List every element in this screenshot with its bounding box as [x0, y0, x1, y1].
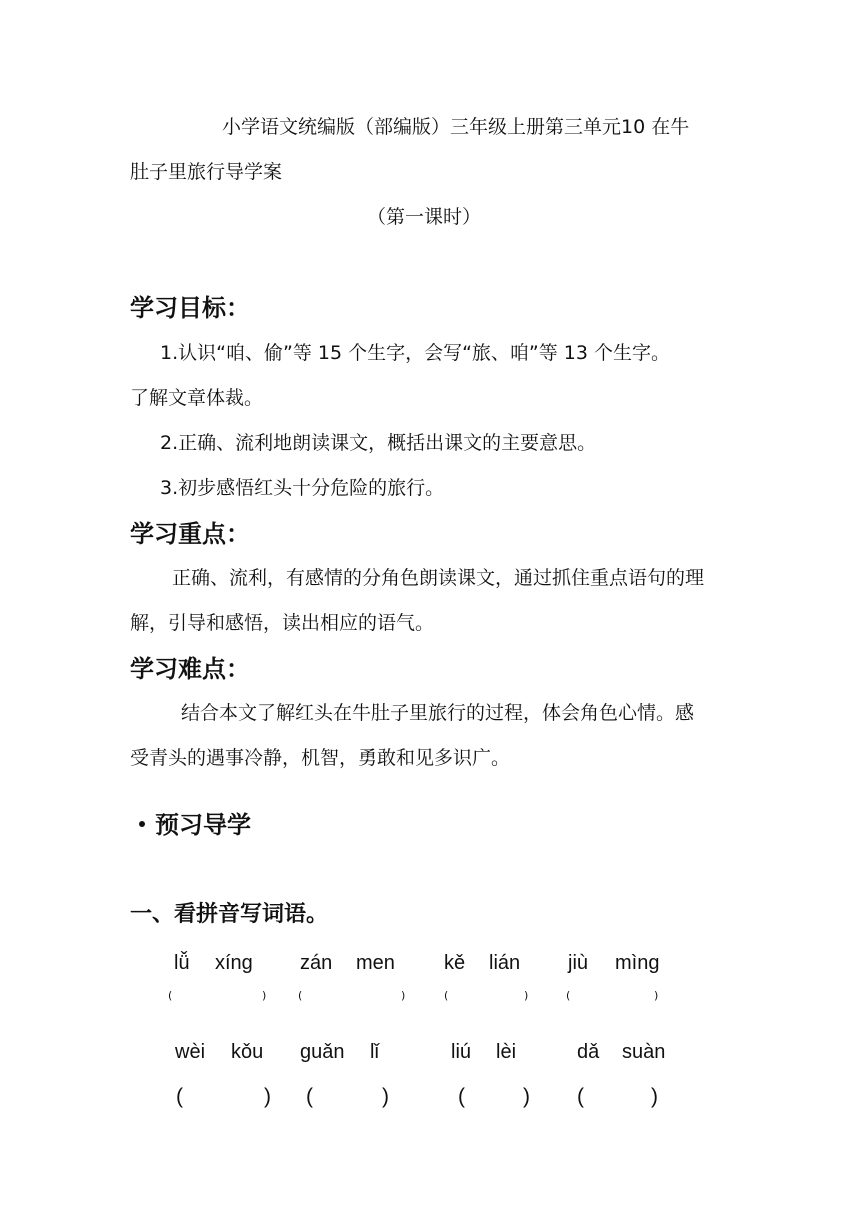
pinyin: lián	[489, 952, 521, 974]
bullet-icon	[139, 821, 145, 827]
pinyin: xíng	[215, 952, 253, 974]
preview-heading-text: 预习导学	[155, 811, 251, 839]
pinyin: dǎ	[577, 1041, 600, 1063]
document-title-line1: 小学语文统编版（部编版）三年级上册第三单元10 在牛	[222, 116, 690, 138]
answer-blank-open[interactable]: (	[577, 1085, 584, 1108]
pinyin: guǎn	[300, 1041, 345, 1063]
answer-blank-close[interactable]: )	[262, 989, 267, 1002]
preview-heading	[139, 813, 251, 837]
pinyin: jiù	[568, 952, 589, 974]
goal-item-2: 2.正确、流利地朗读课文，概括出课文的主要意思。	[160, 432, 597, 454]
difficulties-text-line2: 受青头的遇事冷静，机智，勇敢和见多识广。	[130, 747, 511, 769]
pinyin: zán	[300, 952, 333, 974]
pinyin: kě	[444, 952, 466, 974]
goal-item-1: 1.认识“咱、偷”等 15 个生字，会写“旅、咱”等 13 个生字。	[160, 342, 671, 364]
answer-blank-open[interactable]: (	[306, 1085, 313, 1108]
pinyin: lǚ	[174, 952, 190, 974]
document-title-line2: 肚子里旅行导学案	[130, 161, 283, 183]
pinyin: suàn	[622, 1041, 666, 1063]
goal-item-3: 3.初步感悟红头十分危险的旅行。	[160, 477, 445, 499]
keypoints-text-line1: 正确、流利，有感情的分角色朗读课文，通过抓住重点语句的理	[172, 567, 705, 589]
difficulties-heading: 学习难点：	[130, 655, 250, 683]
difficulties-text-line1: 结合本文了解红头在牛肚子里旅行的过程，体会角色心情。感	[181, 702, 695, 724]
answer-blank-open[interactable]: (	[168, 989, 173, 1002]
answer-blank-close[interactable]: )	[524, 989, 529, 1002]
goals-heading: 学习目标：	[130, 294, 250, 322]
lesson-label: （第一课时）	[367, 206, 482, 228]
answer-blank-open[interactable]: (	[176, 1085, 183, 1108]
pinyin: liú	[451, 1041, 472, 1063]
answer-blank-close[interactable]: )	[382, 1085, 389, 1108]
answer-blank-close[interactable]: )	[523, 1085, 530, 1108]
keypoints-text-line2: 解，引导和感悟，读出相应的语气。	[130, 612, 435, 634]
pinyin: lèi	[496, 1041, 517, 1063]
answer-blank-close[interactable]: )	[264, 1085, 271, 1108]
pinyin: wèi	[175, 1041, 206, 1063]
goal-item-1-cont: 了解文章体裁。	[130, 387, 264, 409]
pinyin: men	[356, 952, 395, 974]
answer-blank-close[interactable]: )	[401, 989, 406, 1002]
answer-blank-open[interactable]: (	[298, 989, 303, 1002]
pinyin: lǐ	[370, 1041, 379, 1063]
pinyin: kǒu	[231, 1041, 264, 1063]
answer-blank-close[interactable]: )	[651, 1085, 658, 1108]
pinyin: mìng	[615, 952, 660, 974]
answer-blank-open[interactable]: (	[458, 1085, 465, 1108]
answer-blank-open[interactable]: (	[444, 989, 449, 1002]
exercise-1-heading: 一、看拼音写词语。	[130, 902, 329, 927]
keypoints-heading: 学习重点：	[130, 520, 250, 548]
answer-blank-close[interactable]: )	[654, 989, 659, 1002]
answer-blank-open[interactable]: (	[566, 989, 571, 1002]
